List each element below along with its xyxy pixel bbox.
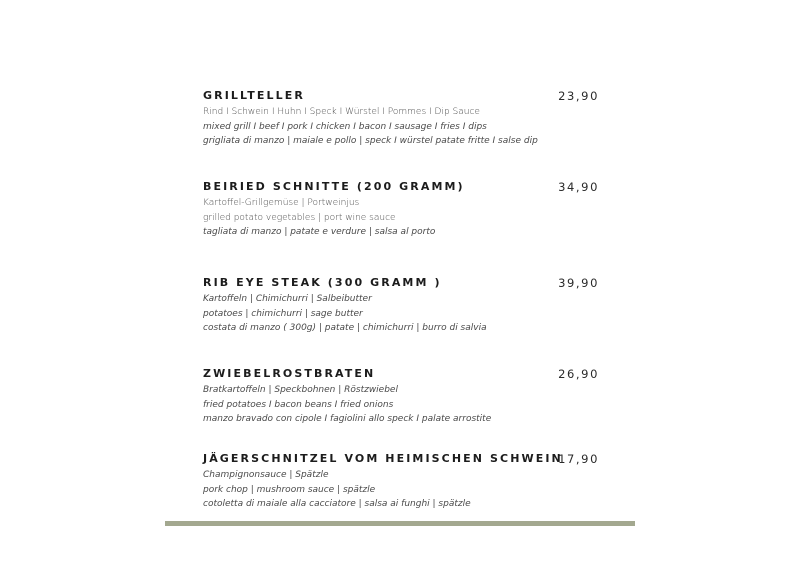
description-line-en: mixed grill I beef I pork I chicken I bacon I sausage I fries I dips bbox=[203, 121, 487, 132]
description-line-it: costata di manzo ( 300g) | patate | chimichurri | burro di salvia bbox=[203, 323, 487, 333]
item-price: 23,90 bbox=[558, 89, 599, 103]
item-title: ZWIEBELROSTBRATEN bbox=[203, 367, 376, 380]
description-line-de: Rind I Schwein I Huhn I Speck I Würstel I Pommes I Dip Sauce bbox=[203, 107, 480, 117]
item-price: 17,90 bbox=[558, 452, 599, 466]
description-line-de: Champignonsauce | Spätzle bbox=[203, 470, 329, 480]
description-line-it: manzo bravado con cipole I fagiolini allo speck I palate arrostite bbox=[203, 414, 492, 424]
description-line-en: pork chop | mushroom sauce | spätzle bbox=[203, 484, 376, 495]
description-line-de: Bratkartoffeln | Speckbohnen | Röstzwiebel bbox=[203, 385, 398, 395]
description-line-de: Kartoffeln | Chimichurri | Salbeibutter bbox=[203, 294, 372, 304]
description-line-en: potatoes | chimichurri | sage butter bbox=[203, 308, 363, 319]
item-description bbox=[203, 105, 538, 149]
description-line-en: fried potatoes I bacon beans I fried onions bbox=[203, 399, 394, 410]
item-price: 34,90 bbox=[558, 180, 599, 194]
description-line-it: tagliata di manzo | patate e verdure | salsa al porto bbox=[203, 227, 436, 237]
item-price: 39,90 bbox=[558, 276, 599, 290]
footer-divider-bar bbox=[165, 521, 635, 526]
item-description bbox=[203, 292, 487, 336]
item-description bbox=[203, 468, 471, 512]
description-line-it: cotoletta di maiale alla cacciatore | salsa ai funghi | spätzle bbox=[203, 499, 471, 509]
description-line-it: grigliata di manzo | maiale e pollo | speck I würstel patate fritte I salse dip bbox=[203, 136, 538, 146]
item-title: JÄGERSCHNITZEL VOM HEIMISCHEN SCHWEIN bbox=[203, 452, 563, 465]
description-line-de: Kartoffel-Grillgemüse | Portweinjus bbox=[203, 198, 360, 208]
item-title: BEIRIED SCHNITTE (200 GRAMM) bbox=[203, 180, 465, 193]
description-line-en: grilled potato vegetables | port wine sauce bbox=[203, 212, 396, 223]
item-title: RIB EYE STEAK (300 GRAMM ) bbox=[203, 276, 442, 289]
item-description bbox=[203, 383, 491, 427]
item-price: 26,90 bbox=[558, 367, 599, 381]
item-description bbox=[203, 196, 435, 240]
item-title: GRILLTELLER bbox=[203, 89, 305, 102]
